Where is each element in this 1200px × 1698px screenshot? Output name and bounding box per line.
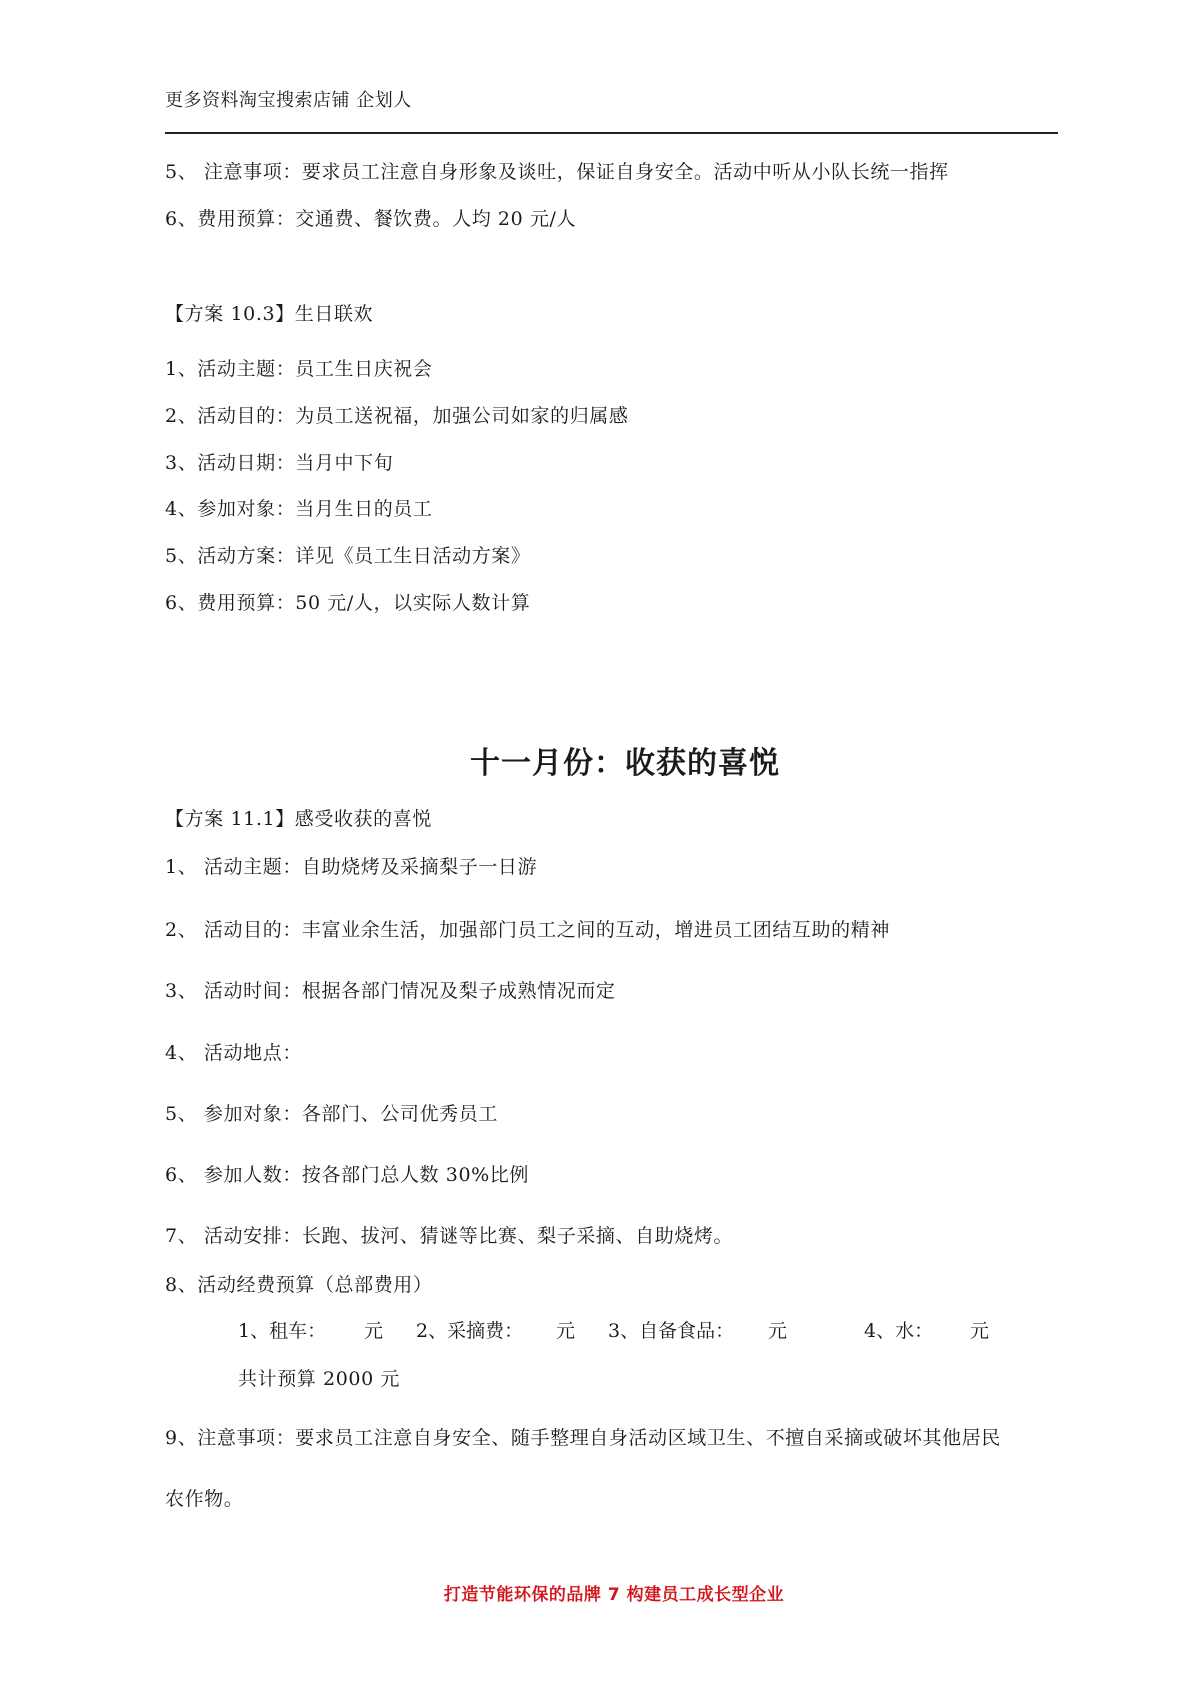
cost-unit: 元	[364, 1320, 384, 1342]
plan-11-1-heading: 【方案 11.1】感受收获的喜悦	[165, 808, 432, 830]
plan-10-3-item: 2、活动目的：为员工送祝福，加强公司如家的归属感	[165, 405, 629, 427]
cost-label: 4、水：	[864, 1320, 934, 1342]
plan-11-1-note: 9、注意事项：要求员工注意自身安全、随手整理自身活动区域卫生、不擅自采摘或破坏其他居民	[165, 1427, 1001, 1449]
plan-10-3-item: 1、活动主题：员工生日庆祝会	[165, 358, 433, 380]
budget-total: 共计预算 2000 元	[238, 1368, 401, 1390]
cost-label: 3、自备食品：	[608, 1320, 735, 1342]
plan-11-1-item: 5、 参加对象：各部门、公司优秀员工	[165, 1103, 498, 1125]
plan-11-1-item: 6、 参加人数：按各部门总人数 30%比例	[165, 1164, 529, 1186]
cost-label: 2、采摘费：	[416, 1320, 524, 1342]
plan-11-1-item: 8、活动经费预算（总部费用）	[165, 1274, 433, 1296]
cost-label: 1、租车：	[238, 1320, 327, 1342]
prev-item-5: 5、 注意事项：要求员工注意自身形象及谈吐，保证自身安全。活动中听从小队长统一指挥	[165, 161, 949, 183]
prev-item-6: 6、费用预算：交通费、餐饮费。人均 20 元/人	[165, 208, 577, 230]
plan-10-3-item: 5、活动方案：详见《员工生日活动方案》	[165, 545, 531, 567]
plan-10-3-heading: 【方案 10.3】生日联欢	[165, 303, 374, 325]
header-rule	[165, 132, 1058, 134]
plan-11-1-note-cont: 农作物。	[165, 1488, 244, 1510]
page-header: 更多资料淘宝搜索店铺 企划人	[165, 90, 412, 111]
cost-unit: 元	[768, 1320, 788, 1342]
plan-11-1-item: 7、 活动安排：长跑、拔河、猜谜等比赛、梨子采摘、自助烧烤。	[165, 1225, 734, 1247]
plan-11-1-item: 1、 活动主题：自助烧烤及采摘梨子一日游	[165, 856, 538, 878]
plan-11-1-item: 4、 活动地点：	[165, 1042, 302, 1064]
plan-11-1-item: 3、 活动时间：根据各部门情况及梨子成熟情况而定	[165, 980, 616, 1002]
plan-10-3-item: 4、参加对象：当月生日的员工	[165, 498, 433, 520]
plan-10-3-item: 3、活动日期：当月中下旬	[165, 452, 394, 474]
section-title: 十一月份：收获的喜悦	[470, 746, 780, 781]
plan-11-1-item: 2、 活动目的：丰富业余生活，加强部门员工之间的互动，增进员工团结互助的精神	[165, 919, 890, 941]
page-footer: 打造节能环保的品牌 7 构建员工成长型企业	[443, 1585, 785, 1605]
cost-unit: 元	[970, 1320, 990, 1342]
plan-10-3-item: 6、费用预算：50 元/人，以实际人数计算	[165, 592, 531, 614]
cost-unit: 元	[556, 1320, 576, 1342]
